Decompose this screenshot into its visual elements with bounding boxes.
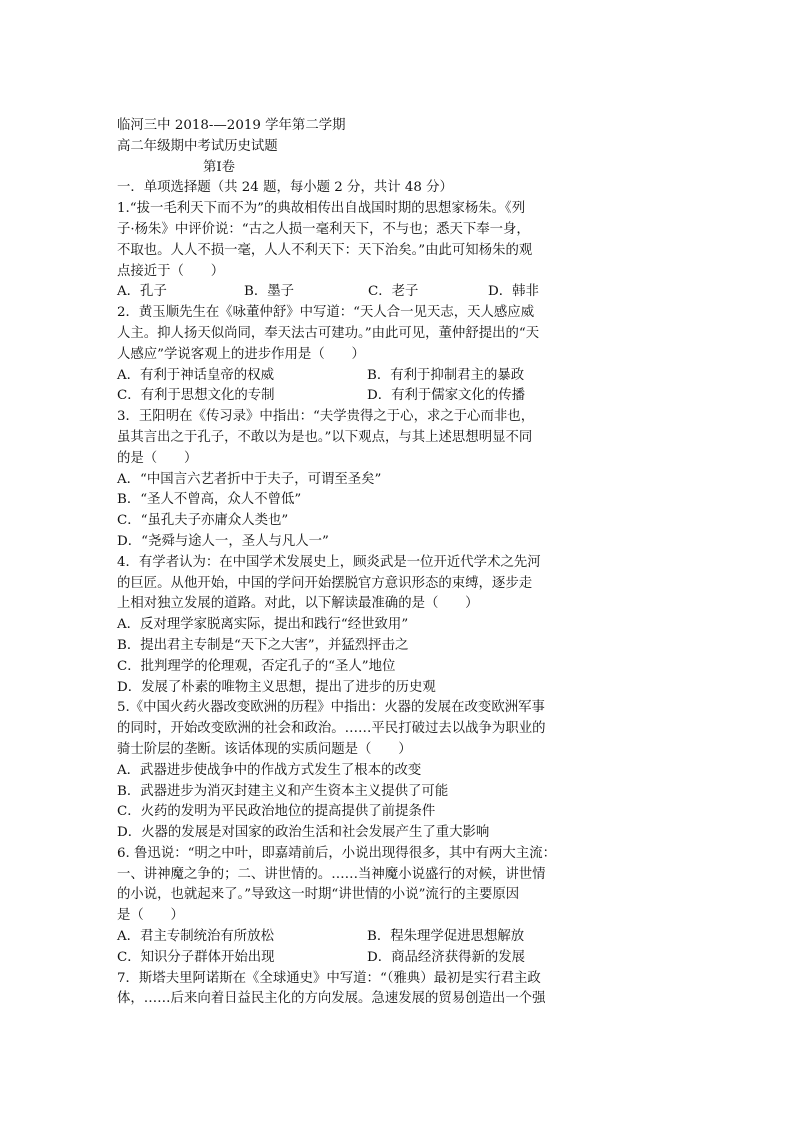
question-line: 4．有学者认为：在中国学术发展史上，顾炎武是一位开近代学术之先河 — [117, 554, 541, 570]
options-row — [117, 948, 587, 969]
option-b: B．有利于抑制君主的暴政 — [367, 367, 525, 383]
option-c: C．“虽孔夫子亦庸众人类也” — [117, 513, 289, 529]
options-row — [117, 366, 587, 387]
option-c: C．知识分子群体开始出现 — [117, 949, 275, 965]
option-c: C．火药的发明为平民政治地位的提高提供了前提条件 — [117, 804, 436, 820]
question-line: 的小说，也就起来了。”导致这一时期“讲世情的小说”流行的主要原因 — [117, 887, 520, 903]
question-1 — [117, 199, 587, 303]
question-line: 人主。抑人扬天似尚同，奉天法古可建功。”由此可见，董仲舒提出的“天 — [117, 325, 540, 341]
question-line: 子·杨朱》中评价说：“古之人损一毫利天下，不与也；悉天下奉一身， — [117, 221, 530, 237]
question-line: 1.“拔一毛利天下而不为”的典故相传出自战国时期的思想家杨朱。《列 — [117, 201, 526, 217]
option-a: A．武器进步使战争中的作战方式发生了根本的改变 — [117, 762, 422, 778]
option-a: A．“中国言六艺者折中于夫子，可谓至圣矣” — [117, 471, 382, 487]
question-line: 7．斯塔夫里阿诺斯在《全球通史》中写道：“（雅典）最初是实行君主政 — [117, 970, 541, 986]
option-d: D．有利于儒家文化的传播 — [367, 388, 526, 404]
options-row — [117, 282, 587, 303]
volume-heading: 第Ⅰ卷 — [203, 159, 236, 175]
question-2 — [117, 303, 587, 407]
question-line: 的巨匠。从他开始，中国的学问开始摆脱官方意识形态的束缚，逐步走 — [117, 575, 533, 591]
section-heading: 一．单项选择题（共 24 题，每小题 2 分，共计 48 分） — [117, 180, 453, 196]
question-line: 虽其言出之于孔子，不敢以为是也。”以下观点，与其上述思想明显不同 — [117, 429, 533, 445]
option-d: D．韩非 — [488, 284, 539, 300]
options-row — [117, 927, 587, 948]
exam-title: 高二年级期中考试历史试题 — [117, 138, 278, 154]
option-a: A．反对理学家脱离实际，提出和践行“经世致用” — [117, 617, 409, 633]
question-line: 3．王阳明在《传习录》中指出：“夫学贵得之于心，求之于心而非也， — [117, 409, 535, 425]
exam-page — [117, 116, 587, 1010]
option-b: B．提出君主专制是“天下之大害”，并猛烈抨击之 — [117, 637, 409, 653]
question-line: 的同时，开始改变欧洲的社会和政治。……平民打破过去以战争为职业的 — [117, 721, 546, 737]
option-c: C．有利于思想文化的专制 — [117, 388, 275, 404]
question-line: 体，……后来向着日益民主化的方向发展。急速发展的贸易创造出一个强 — [117, 991, 546, 1007]
options-row — [117, 386, 587, 407]
question-line: 人感应”学说客观上的进步作用是（ ） — [117, 346, 365, 362]
question-line: 上相对独立发展的道路。对此，以下解读最准确的是（ ） — [117, 596, 479, 612]
option-d: D．火器的发展是对国家的政治生活和社会发展产生了重大影响 — [117, 825, 490, 841]
option-b: B．“圣人不曾高，众人不曾低” — [117, 492, 302, 508]
school-term-line: 临河三中 2018-—2019 学年第二学期 — [117, 118, 346, 133]
question-7 — [117, 969, 587, 1011]
question-5 — [117, 698, 587, 844]
option-c: C．批判理学的伦理观，否定孔子的“圣人”地位 — [117, 658, 396, 674]
question-line: 骑士阶层的垄断。该话体现的实质问题是（ ） — [117, 741, 412, 757]
option-a: A．有利于神话皇帝的权威 — [117, 367, 274, 383]
option-b: B．武器进步为消灭封建主义和产生资本主义提供了可能 — [117, 783, 449, 799]
question-6 — [117, 844, 587, 969]
option-a: A．君主专制统治有所放松 — [117, 929, 274, 945]
question-line: 6. 鲁迅说：“明之中叶，即嘉靖前后，小说出现得很多，其中有两大主流： — [117, 845, 556, 861]
option-c: C．老子 — [368, 284, 419, 300]
question-line: 2．黄玉顺先生在《咏董仲舒》中写道：“天人合一见天志，天人感应威 — [117, 305, 535, 321]
question-4 — [117, 553, 587, 699]
option-a: A．孔子 — [117, 284, 167, 300]
question-line: 一、讲神魔之争的；二、讲世情的。……当神魔小说盛行的对候，讲世情 — [117, 866, 546, 882]
question-line: 5.《中国火药火器改变欧洲的历程》中指出：火器的发展在改变欧洲军事 — [117, 700, 545, 716]
question-line: 的是（ ） — [117, 450, 198, 466]
question-line: 不取也。人人不损一毫，人人不利天下：天下治矣。”由此可知杨朱的观 — [117, 242, 533, 258]
option-d: D．“尧舜与途人一，圣人与凡人一” — [117, 533, 329, 549]
option-b: B．程朱理学促进思想解放 — [367, 929, 525, 945]
question-line: 是（ ） — [117, 908, 184, 924]
question-line: 点接近于（ ） — [117, 263, 225, 279]
option-b: B．墨子 — [244, 284, 295, 300]
question-3 — [117, 407, 587, 553]
option-d: D．商品经济获得新的发展 — [367, 949, 526, 965]
option-d: D．发展了朴素的唯物主义思想，提出了进步的历史观 — [117, 679, 436, 695]
